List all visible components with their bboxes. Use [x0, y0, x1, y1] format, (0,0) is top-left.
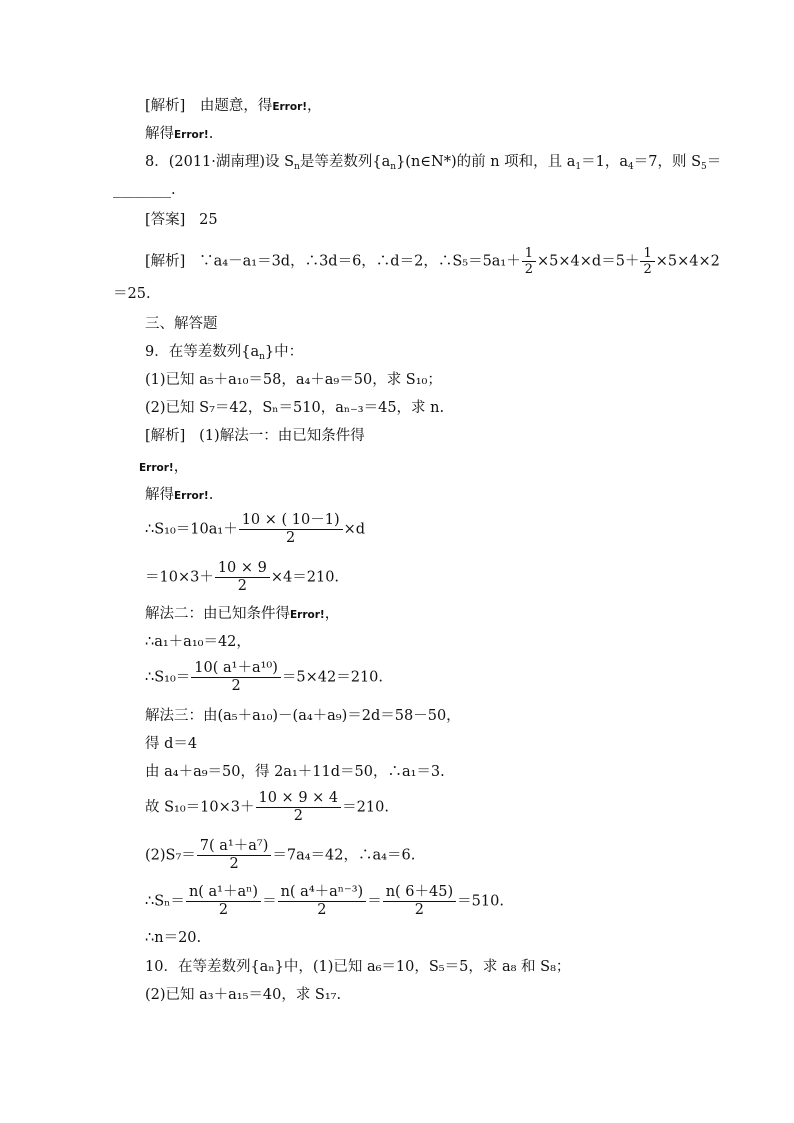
- s10-formula: [145, 512, 365, 547]
- solve-text: 解得: [145, 487, 174, 503]
- q8-text: 是等差数列{a: [299, 154, 391, 170]
- punct: ，: [324, 606, 340, 622]
- answer-line: [145, 210, 218, 230]
- denominator: 2: [256, 807, 342, 825]
- denominator: 2: [186, 901, 261, 919]
- denominator: 2: [191, 677, 281, 695]
- punct: .: [208, 126, 214, 142]
- question-10: 10．在等差数列{aₙ}中，(1)已知 a₆＝10，S₅＝5，求 a₈ 和 S₈；: [145, 959, 571, 975]
- numerator: 7( a¹＋a⁷): [199, 838, 269, 854]
- answer-value: 25: [199, 212, 218, 228]
- fraction: [239, 512, 343, 547]
- s10-method-3: [145, 790, 389, 825]
- s10-method-2: [145, 660, 383, 695]
- formula-rhs: ＝5×42＝210.: [281, 669, 384, 686]
- numerator: n( 6＋45): [385, 884, 454, 900]
- analysis-tag: [解析]: [145, 428, 186, 444]
- denominator: 2: [640, 261, 654, 277]
- numerator: 10 × ( 10－1): [241, 512, 340, 528]
- punct: ，: [307, 98, 322, 114]
- numerator: 1: [643, 246, 652, 261]
- numerator: 10 × 9 × 4: [258, 790, 339, 806]
- method-1-text: (1)解法一：由已知条件得: [199, 428, 365, 444]
- denominator: 2: [197, 855, 272, 873]
- fraction-half: [522, 246, 536, 277]
- error-field: Error!: [139, 462, 174, 474]
- fraction: [186, 884, 261, 919]
- numerator: 10 × 9: [217, 560, 267, 576]
- q9-text: 9．在等差数列{a: [145, 344, 260, 360]
- question-10-part-2: (2)已知 a₃＋a₁₅＝40，求 S₁₇.: [145, 987, 342, 1003]
- analysis-tag: [解析]: [145, 253, 186, 270]
- formula-rhs: ×d: [343, 521, 366, 538]
- analysis-line-1: [145, 96, 322, 117]
- analysis-line-2: [145, 124, 213, 145]
- q8-text: 8．(2011·湖南理)设 S: [145, 154, 295, 170]
- analysis-text: [解析] 由题意，得: [145, 98, 273, 114]
- question-9-part-2: (2)已知 S₇＝42，Sₙ＝510，aₙ₋₃＝45，求 n.: [145, 400, 445, 416]
- analysis-formula: ∵a₄－a₁＝3d，∴3d＝6，∴d＝2，∴S₅＝5a₁＋: [199, 253, 521, 270]
- q9-text: }中：: [264, 344, 304, 360]
- fraction: [215, 560, 270, 595]
- denominator: 2: [522, 261, 536, 277]
- formula-lhs: ＝10×3＋: [145, 569, 214, 586]
- n-result: ∴n＝20.: [145, 930, 202, 946]
- numerator: 10( a¹＋a¹⁰): [194, 660, 278, 676]
- analysis-formula: ×5×4×d＝5＋: [537, 253, 640, 270]
- formula-lhs: ∴S₁₀＝10a₁＋: [145, 521, 238, 538]
- error-field: Error!: [174, 490, 209, 502]
- question-9-part-1: (1)已知 a₅＋a₁₀＝58，a₄＋a₉＝50，求 S₁₀；: [145, 372, 442, 388]
- question-8: 8．(2011·湖南理)设 $S_n$是等差数列$\{a_n\}(n\in N*)$的前 n 项和，且 $a_1=1$，$a_4=7$，则 $S_5=$: [145, 154, 722, 172]
- denominator: 2: [239, 529, 343, 547]
- formula-lhs: (2)S₇＝: [145, 847, 196, 864]
- error-field: Error!: [174, 129, 209, 141]
- fraction: [197, 838, 272, 873]
- error-field: Error!: [290, 609, 325, 621]
- answer-tag: [答案]: [145, 212, 186, 228]
- method-2-text: 解法二：由已知条件得: [145, 606, 290, 622]
- a1-a10-sum: ∴a₁＋a₁₀＝42，: [145, 634, 251, 650]
- formula-rhs: ＝510.: [457, 893, 504, 910]
- answer-blank: ________.: [113, 182, 176, 198]
- analysis-9: [145, 426, 365, 446]
- s10-eval: [145, 560, 339, 595]
- q8-text: ＝: [706, 154, 722, 170]
- question-9: 9．在等差数列$\{a_n\}$中：: [145, 344, 304, 362]
- numerator: n( a⁴＋aⁿ⁻³): [280, 884, 364, 900]
- formula-rhs: ＝210.: [342, 799, 389, 816]
- fraction: [278, 884, 367, 919]
- solve-line: [145, 485, 213, 506]
- numerator: n( a¹＋aⁿ): [188, 884, 259, 900]
- denominator: 2: [215, 577, 270, 595]
- d-value: 得 d＝4: [145, 736, 198, 752]
- punct: ，: [173, 459, 189, 475]
- solve-text: 解得: [145, 126, 174, 142]
- formula-lhs: ∴Sₙ＝: [145, 893, 185, 910]
- formula-rhs: ×4＝210.: [270, 569, 340, 586]
- fraction: [256, 790, 342, 825]
- section-heading: 三、解答题: [145, 316, 218, 332]
- error-field: Error!: [272, 101, 308, 113]
- error-line-a: [139, 457, 188, 478]
- denominator: 2: [278, 901, 367, 919]
- denominator: 2: [383, 901, 456, 919]
- method-2: [145, 604, 339, 625]
- sn-formula: [145, 884, 504, 919]
- analysis-formula: ×5×4×2: [655, 253, 720, 270]
- formula-lhs: ∴S₁₀＝: [145, 669, 191, 686]
- formula-rhs: ＝7a₄＝42，∴a₄＝6.: [272, 847, 416, 864]
- fraction: [383, 884, 456, 919]
- equals: ＝: [367, 893, 382, 910]
- punct: .: [208, 487, 214, 503]
- fraction-half: [640, 246, 654, 277]
- a1-value: 由 a₄＋a₉＝50，得 2a₁＋11d＝50，∴a₁＝3.: [145, 764, 445, 780]
- q8-text: ＝7，则 S: [633, 154, 702, 170]
- analysis-8-cont: ＝25.: [113, 286, 151, 302]
- q8-text: }(n∈N*)的前 n 项和，且 a: [396, 154, 576, 170]
- fraction: [191, 660, 281, 695]
- analysis-8: [145, 246, 720, 277]
- formula-lhs: 故 S₁₀＝10×3＋: [145, 799, 255, 816]
- numerator: 1: [524, 246, 534, 261]
- q8-text: ＝1，a: [581, 154, 629, 170]
- equals: ＝: [262, 893, 277, 910]
- part-2-s7: [145, 838, 415, 873]
- method-3: 解法三：由(a₅＋a₁₀)－(a₄＋a₉)＝2d＝58－50，: [145, 708, 461, 724]
